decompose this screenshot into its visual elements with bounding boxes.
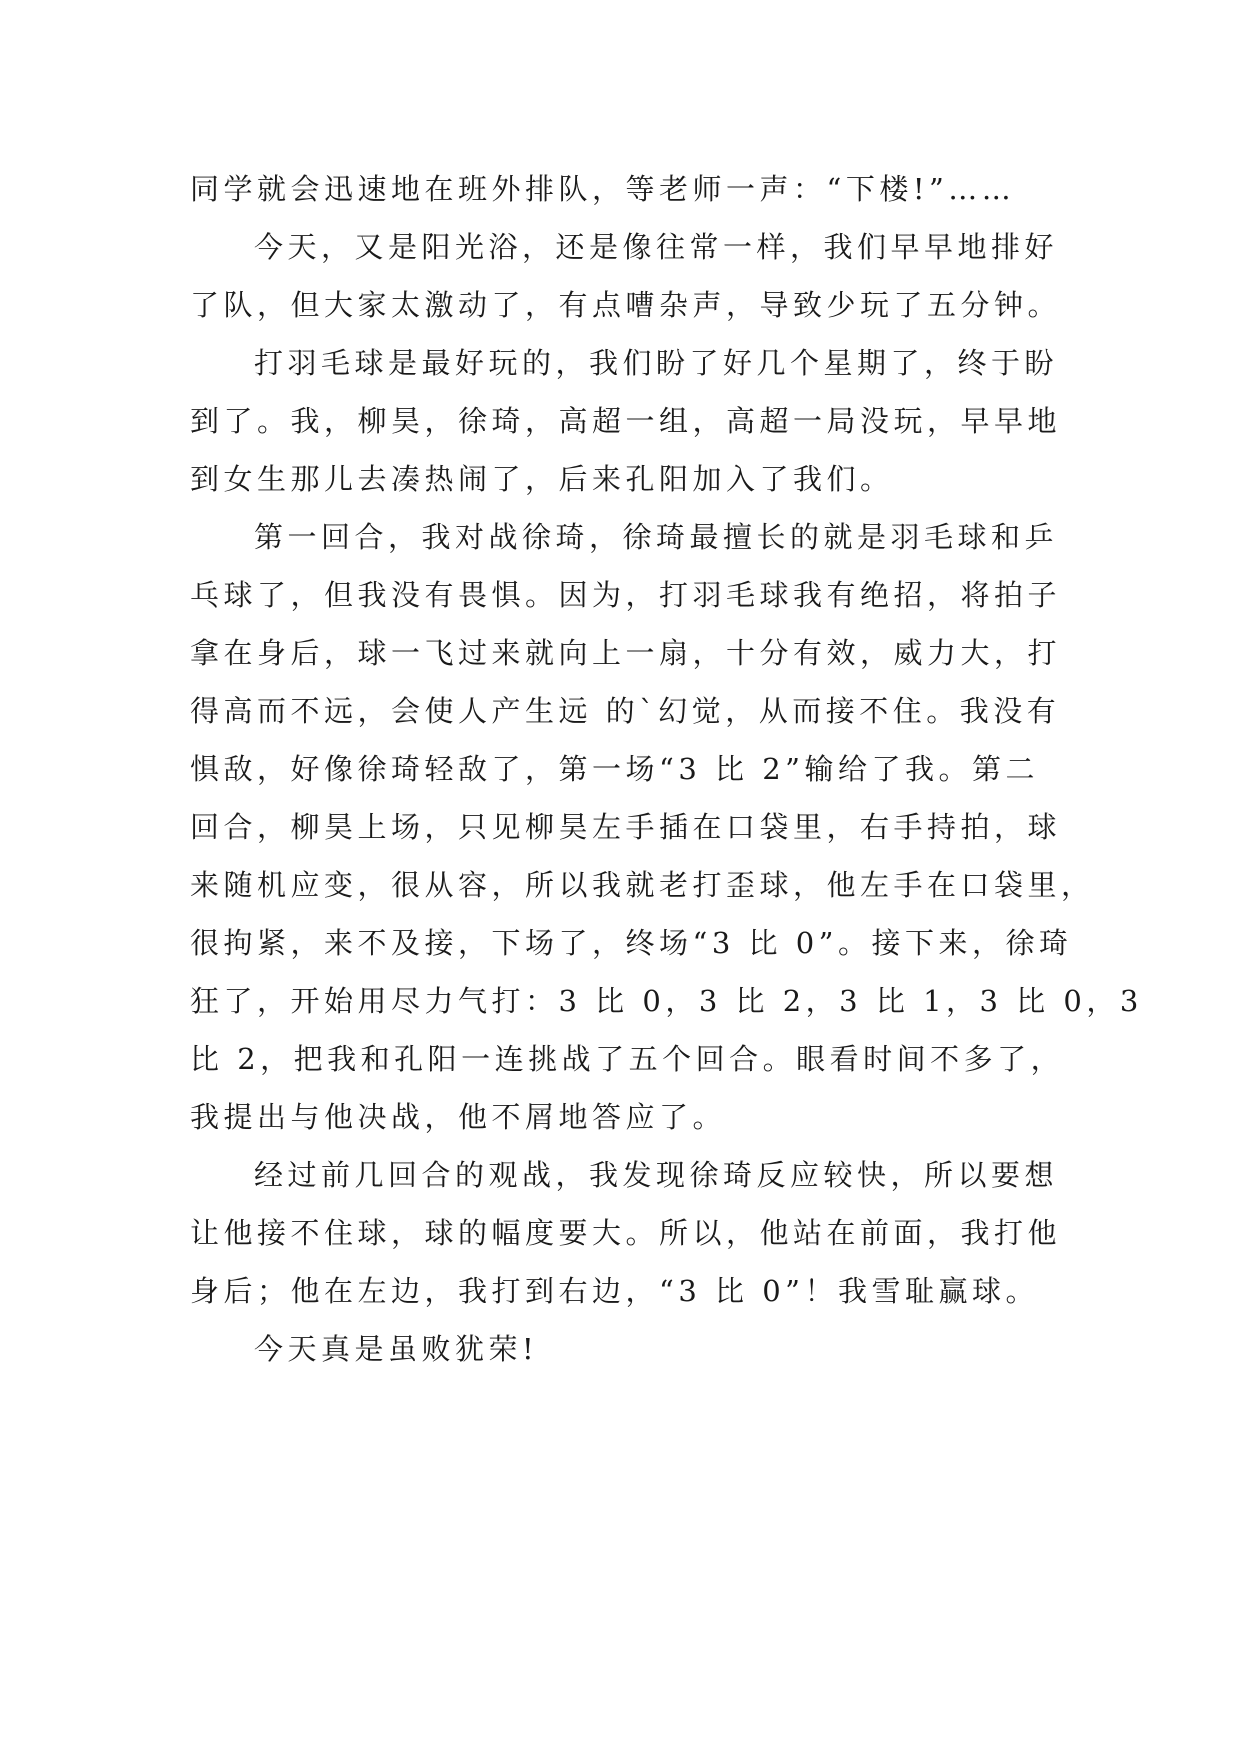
document-body [190,160,1143,1378]
text-line: 乓球了，但我没有畏惧。因为，打羽毛球我有绝招，将拍子 [190,578,1062,612]
paragraph-first-line: 打羽毛球是最好玩的，我们盼了好几个星期了，终于盼 [254,346,1059,380]
paragraph-first-line: 经过前几回合的观战，我发现徐琦反应较快，所以要想 [254,1158,1059,1192]
text-line: 回合，柳昊上场，只见柳昊左手插在口袋里，右手持拍，球 [190,810,1062,844]
text-line: 来随机应变，很从容，所以我就老打歪球，他左手在口袋里， [190,868,1095,902]
text-line: 得高而不远，会使人产生远 的`幻觉，从而接不住。我没有 [190,694,1061,728]
paragraph-first-line: 今天，又是阳光浴，还是像往常一样，我们早早地排好 [254,230,1059,264]
text-line: 到女生那儿去凑热闹了，后来孔阳加入了我们。 [190,462,894,496]
paragraph-first-line: 第一回合，我对战徐琦，徐琦最擅长的就是羽毛球和乒 [254,520,1059,554]
text-line: 拿在身后，球一飞过来就向上一扇，十分有效，威力大，打 [190,636,1062,670]
text-line: 了队，但大家太激动了，有点嘈杂声，导致少玩了五分钟。 [190,288,1062,322]
text-line: 狂了，开始用尽力气打：3 比 0，3 比 2，3 比 1，3 比 0，3 [190,984,1143,1018]
text-line: 同学就会迅速地在班外排队，等老师一声：“下楼!”…… [190,172,1016,206]
text-line: 让他接不住球，球的幅度要大。所以，他站在前面，我打他 [190,1216,1062,1250]
text-line: 我提出与他决战，他不屑地答应了。 [190,1100,727,1134]
text-line: 到了。我，柳昊，徐琦，高超一组，高超一局没玩，早早地 [190,404,1062,438]
paragraph-first-line: 今天真是虽败犹荣! [254,1332,539,1366]
text-line: 身后；他在左边，我打到右边，“3 比 0”！我雪耻赢球。 [190,1274,1039,1308]
text-line: 惧敌，好像徐琦轻敌了，第一场“3 比 2”输给了我。第二 [190,752,1039,786]
text-line: 很拘紧，来不及接，下场了，终场“3 比 0”。接下来，徐琦 [190,926,1073,960]
text-line: 比 2，把我和孔阳一连挑战了五个回合。眼看时间不多了， [190,1042,1065,1076]
